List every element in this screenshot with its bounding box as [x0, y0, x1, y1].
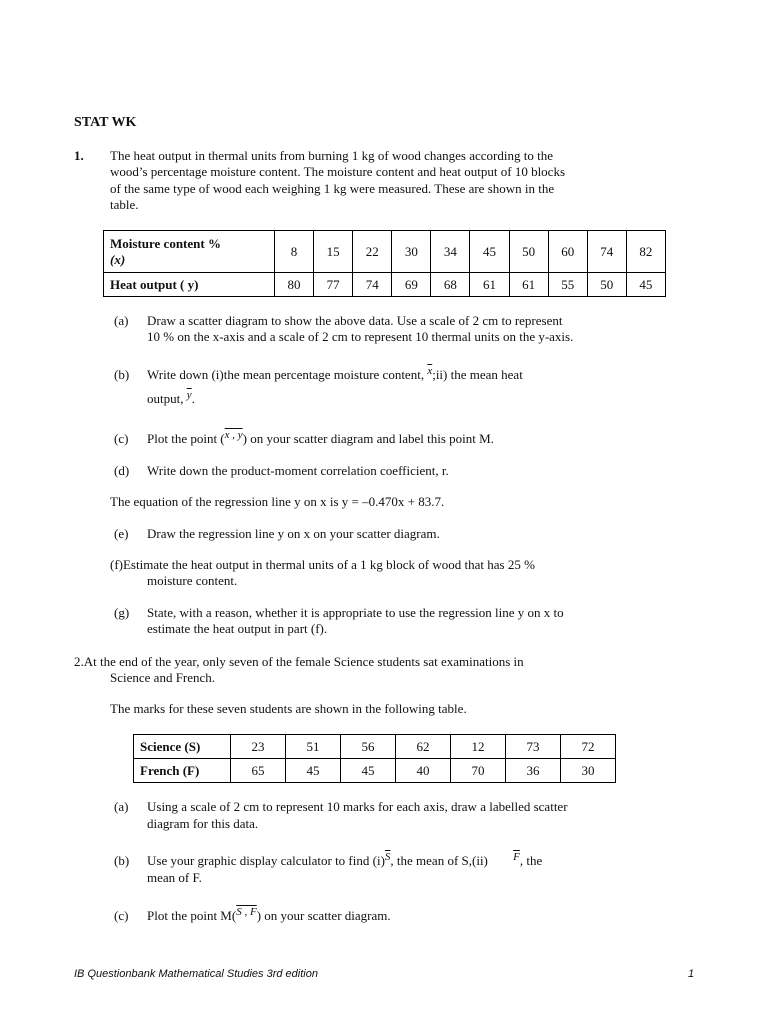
table-cell: 77: [314, 273, 353, 297]
table-cell: 80: [275, 273, 314, 297]
table-cell: 73: [506, 735, 561, 759]
table-cell: 30: [392, 231, 431, 273]
q2-a-line-2: diagram for this data.: [147, 816, 259, 831]
table-cell: 8: [275, 231, 314, 273]
table-cell: 45: [286, 759, 341, 783]
q1-d-label: (d): [114, 463, 130, 478]
q2-b-line-1: Use your graphic display calculator to find $(i)^{\overline{S}}$, the mean of S,(ii) $^{\overline{F}}$, the: [147, 851, 543, 868]
q1-row2-label: Heat output ( y): [104, 273, 275, 297]
table-row: [104, 231, 666, 273]
q2-b-line-2: mean of F.: [147, 870, 202, 885]
q1-intro-line-4: table.: [110, 197, 139, 212]
table-cell: 23: [231, 735, 286, 759]
table-cell: 72: [561, 735, 616, 759]
table-row: [104, 273, 666, 297]
q1-data-table: [103, 230, 666, 297]
table-cell: 45: [341, 759, 396, 783]
sf-bar-symbol: S , F: [236, 906, 257, 918]
table-cell: 60: [548, 231, 587, 273]
q2-row2-label: French (F): [134, 759, 231, 783]
q1-g-line-2: estimate the heat output in part (f).: [147, 621, 328, 636]
q1-b-line-1: Write down (i)the mean percentage moisture content, $^{\overline{x}}$;ii) the mean heat: [147, 365, 523, 382]
q1-a-line-2: 10 % on the x-axis and a scale of 2 cm to represent 10 thermal units on the y-axis.: [147, 329, 574, 344]
table-cell: 34: [431, 231, 470, 273]
q1-b-label: (b): [114, 367, 130, 382]
f-bar-symbol: F: [513, 851, 520, 863]
table-cell: 30: [561, 759, 616, 783]
q2-c-line: Plot the point M($^{S , F}$) on your scatter diagram.: [147, 906, 391, 923]
table-cell: 55: [548, 273, 587, 297]
q1-intro-line-2: wood’s percentage moisture content. The moisture content and heat output of 10 blocks: [110, 164, 566, 179]
q1-intro-line-1: The heat output in thermal units from burning 1 kg of wood changes according to the: [110, 148, 553, 163]
table-cell: 68: [431, 273, 470, 297]
q2-marks-text: The marks for these seven students are shown in the following table.: [110, 701, 467, 716]
table-cell: 50: [587, 273, 626, 297]
q2-b-label: (b): [114, 853, 130, 868]
table-cell: 45: [626, 273, 665, 297]
q1-f-line-2: moisture content.: [147, 573, 238, 588]
table-cell: 62: [396, 735, 451, 759]
q1-b-line-2: output, $^{\overline{y}}$.: [147, 389, 195, 406]
page-title: STAT WK: [74, 115, 137, 130]
table-cell: 70: [451, 759, 506, 783]
table-cell: 51: [286, 735, 341, 759]
table-cell: 45: [470, 231, 509, 273]
q1-g-line-1: State, with a reason, whether it is appropriate to use the regression line y on x to: [147, 605, 564, 620]
q2-a-line-1: Using a scale of 2 cm to represent 10 marks for each axis, draw a labelled scatter: [147, 799, 568, 814]
table-cell: 22: [353, 231, 392, 273]
table-cell: 40: [396, 759, 451, 783]
q1-g-label: (g): [114, 605, 130, 620]
q2-intro-line-2: Science and French.: [110, 670, 216, 685]
table-cell: 56: [341, 735, 396, 759]
regression-equation: The equation of the regression line y on x is y = –0.470x + 83.7.: [110, 494, 445, 509]
q1-f-line-1: (f)Estimate the heat output in thermal units of a 1 kg block of wood that has 25 %: [110, 557, 535, 572]
table-cell: 50: [509, 231, 548, 273]
q1-c-line: Plot the point ($^{x , y}$) on your scatter diagram and label this point M.: [147, 429, 494, 446]
q1-intro-line-3: of the same type of wood each weighing 1 kg were measured. These are shown in the: [110, 181, 555, 196]
q2-a-label: (a): [114, 799, 129, 814]
q1-a-line-1: Draw a scatter diagram to show the above data. Use a scale of 2 cm to represent: [147, 313, 563, 328]
table-cell: 82: [626, 231, 665, 273]
table-cell: 74: [353, 273, 392, 297]
table-cell: 74: [587, 231, 626, 273]
q1-e-label: (e): [114, 526, 129, 541]
q1-d-line: Write down the product-moment correlation coefficient, r.: [147, 463, 449, 478]
table-cell: 65: [231, 759, 286, 783]
table-cell: 36: [506, 759, 561, 783]
q2-intro-line-1: 2.At the end of the year, only seven of the female Science students sat examinations in: [74, 654, 524, 669]
table-cell: 61: [470, 273, 509, 297]
footer-source: IB Questionbank Mathematical Studies 3rd edition: [74, 968, 318, 980]
table-cell: 69: [392, 273, 431, 297]
table-cell: 12: [451, 735, 506, 759]
s-bar-symbol: S: [384, 851, 391, 863]
q1-a-label: (a): [114, 313, 129, 328]
q1-e-line: Draw the regression line y on x on your scatter diagram.: [147, 526, 440, 541]
table-cell: 61: [509, 273, 548, 297]
table-row: [134, 735, 616, 759]
q1-row1-label: Moisture content % (x): [104, 231, 275, 273]
question-1-number: 1.: [74, 148, 84, 163]
q1-c-label: (c): [114, 431, 129, 446]
table-row: [134, 759, 616, 783]
y-bar-symbol: y: [186, 389, 192, 401]
x-bar-symbol: x: [427, 365, 433, 377]
footer-page-number: 1: [688, 968, 695, 980]
q2-c-label: (c): [114, 908, 129, 923]
table-cell: 15: [314, 231, 353, 273]
q2-data-table: [133, 734, 616, 783]
xy-bar-symbol: x , y: [224, 429, 243, 441]
q2-row1-label: Science (S): [134, 735, 231, 759]
